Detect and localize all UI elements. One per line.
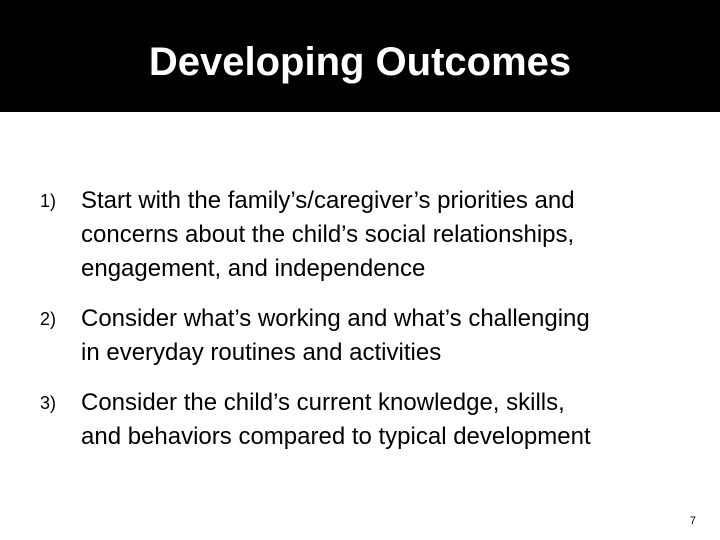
list-item-text [81,386,701,454]
list-item-number: 1) [40,191,57,211]
page-number: 7 [689,515,696,527]
slide-title: Developing Outcomes [148,40,572,84]
list-item-number: 3) [40,393,57,413]
list-item-line: Start with the family’s/caregiver’s priorities and [81,187,575,214]
list-item-line: Consider what’s working and what’s challenging [81,305,590,332]
list-item-text [81,184,701,286]
list-item-line: and behaviors compared to typical development [81,423,591,450]
list-item-number: 2) [40,309,57,329]
list-item-line: concerns about the child’s social relationships, [81,221,575,248]
list-item-line: engagement, and independence [81,255,426,282]
list-item-line: in everyday routines and activities [81,339,442,366]
title-bar [0,0,720,112]
list-item-text [81,302,701,370]
list-item-line: Consider the child’s current knowledge, skills, [81,389,565,416]
